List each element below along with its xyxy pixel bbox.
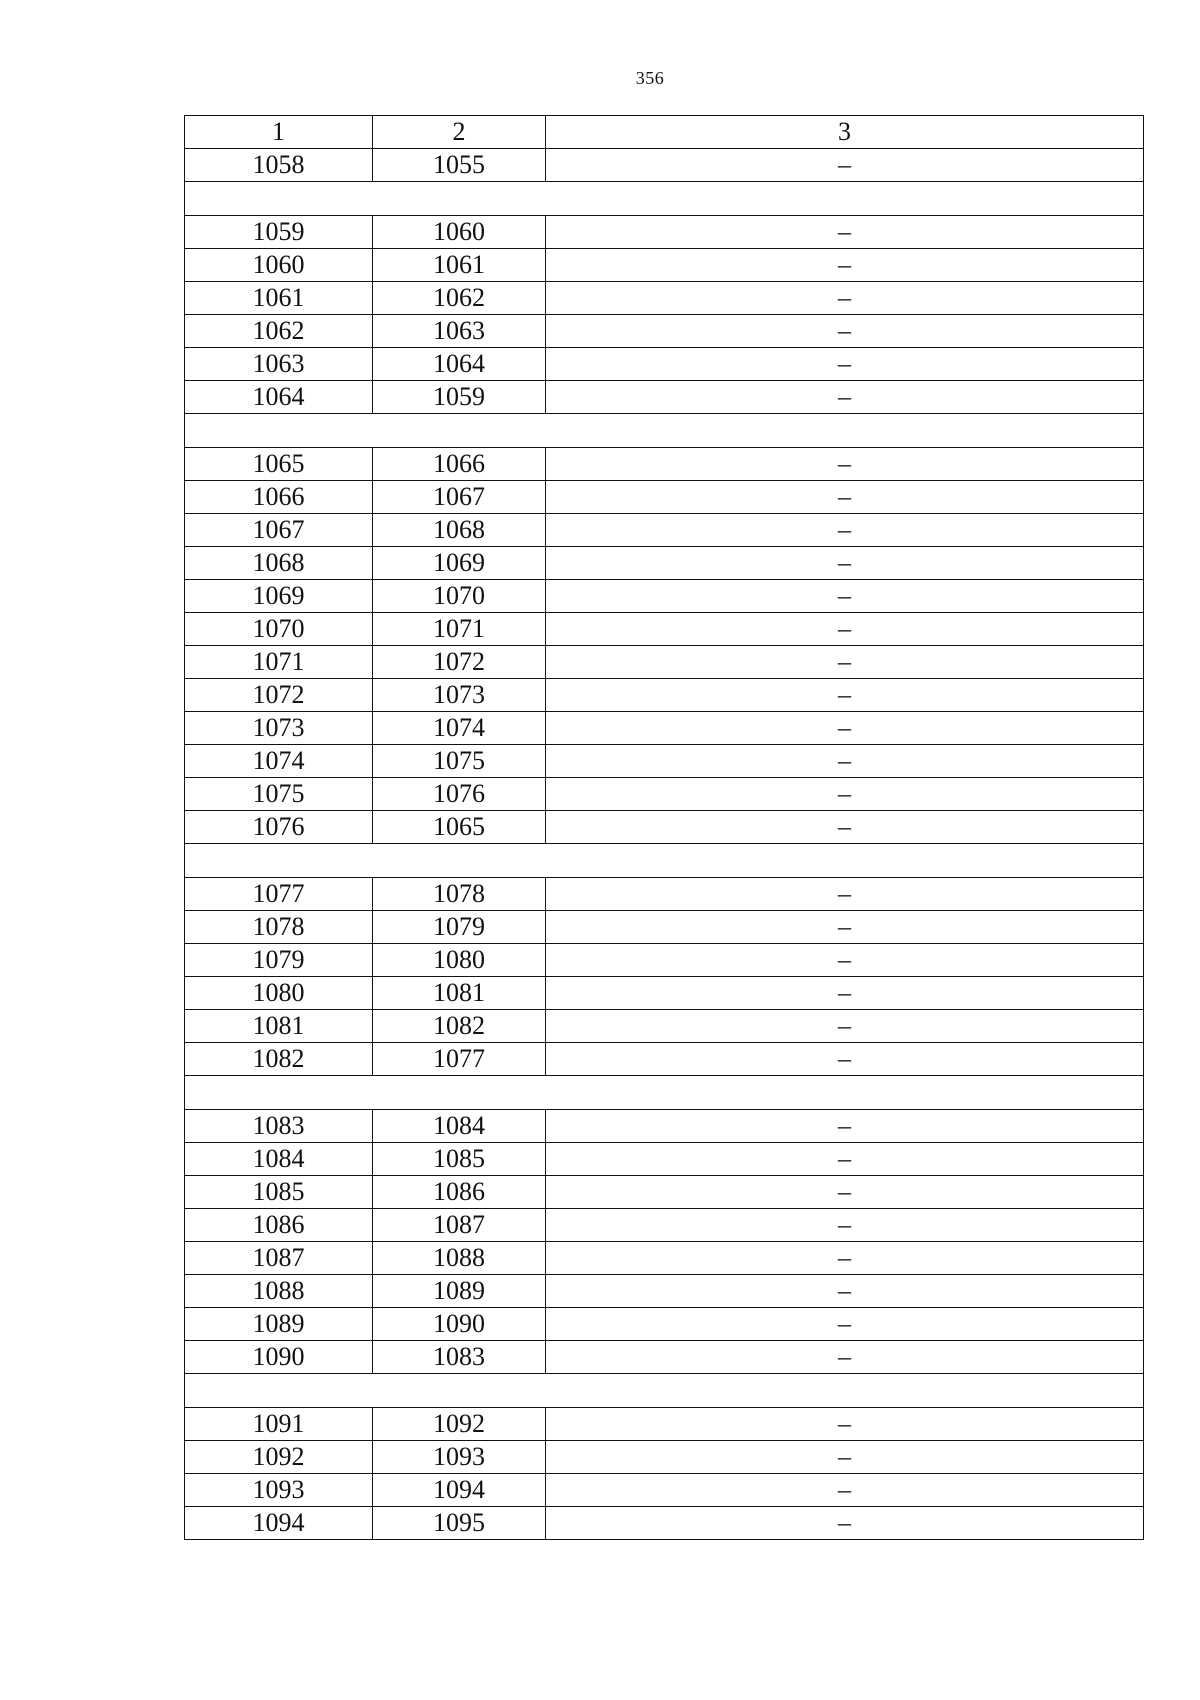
table-cell-col1: 1087 <box>185 1242 373 1275</box>
table-row <box>185 679 1144 712</box>
table-row <box>185 1275 1144 1308</box>
table-cell-col3: – <box>546 1176 1144 1209</box>
table-cell-col3: – <box>546 448 1144 481</box>
table-row <box>185 613 1144 646</box>
table-row <box>185 282 1144 315</box>
table-row <box>185 514 1144 547</box>
data-table-container <box>184 115 1143 1540</box>
table-cell-col2: 1061 <box>373 249 546 282</box>
table-cell-col2: 1080 <box>373 944 546 977</box>
header-cell-3: 3 <box>546 116 1144 149</box>
table-cell-col2: 1095 <box>373 1507 546 1540</box>
table-row <box>185 1507 1144 1540</box>
table-cell-col2: 1085 <box>373 1143 546 1176</box>
table-cell-col2: 1079 <box>373 911 546 944</box>
table-cell-col3: – <box>546 1308 1144 1341</box>
table-cell-col3: – <box>546 1341 1144 1374</box>
table-cell-col1: 1083 <box>185 1110 373 1143</box>
table-cell-col2: 1087 <box>373 1209 546 1242</box>
table-cell-col3: – <box>546 1242 1144 1275</box>
table-row <box>185 712 1144 745</box>
table-cell-col3: – <box>546 315 1144 348</box>
table-cell-col2: 1093 <box>373 1441 546 1474</box>
table-cell-col1: 1086 <box>185 1209 373 1242</box>
table-cell-col2: 1094 <box>373 1474 546 1507</box>
table-cell-col3: – <box>546 977 1144 1010</box>
table-cell-col2: 1083 <box>373 1341 546 1374</box>
group-separator-row <box>185 1374 1144 1408</box>
table-row <box>185 448 1144 481</box>
table-row <box>185 149 1144 182</box>
table-cell-col1: 1065 <box>185 448 373 481</box>
table-row <box>185 878 1144 911</box>
table-cell-col2: 1055 <box>373 149 546 182</box>
table-body <box>185 116 1144 1540</box>
header-cell-2: 2 <box>373 116 546 149</box>
table-row <box>185 1408 1144 1441</box>
table-cell-col3: – <box>546 1010 1144 1043</box>
group-separator-cell <box>185 182 1144 216</box>
table-cell-col1: 1067 <box>185 514 373 547</box>
table-cell-col1: 1079 <box>185 944 373 977</box>
group-separator-row <box>185 414 1144 448</box>
table-cell-col3: – <box>546 381 1144 414</box>
table-cell-col2: 1084 <box>373 1110 546 1143</box>
table-header-row <box>185 116 1144 149</box>
table-cell-col1: 1061 <box>185 282 373 315</box>
table-cell-col1: 1080 <box>185 977 373 1010</box>
table-cell-col1: 1059 <box>185 216 373 249</box>
table-row <box>185 580 1144 613</box>
table-cell-col1: 1089 <box>185 1308 373 1341</box>
table-cell-col2: 1068 <box>373 514 546 547</box>
header-cell-1: 1 <box>185 116 373 149</box>
group-separator-cell <box>185 414 1144 448</box>
table-row <box>185 646 1144 679</box>
table-cell-col1: 1070 <box>185 613 373 646</box>
table-cell-col1: 1068 <box>185 547 373 580</box>
table-row <box>185 1176 1144 1209</box>
table-cell-col3: – <box>546 646 1144 679</box>
table-cell-col2: 1092 <box>373 1408 546 1441</box>
table-cell-col1: 1071 <box>185 646 373 679</box>
table-cell-col3: – <box>546 547 1144 580</box>
table-cell-col1: 1072 <box>185 679 373 712</box>
table-cell-col3: – <box>546 712 1144 745</box>
table-row <box>185 216 1144 249</box>
table-cell-col2: 1066 <box>373 448 546 481</box>
table-cell-col3: – <box>546 745 1144 778</box>
table-cell-col3: – <box>546 944 1144 977</box>
group-separator-cell <box>185 1374 1144 1408</box>
table-cell-col3: – <box>546 1110 1144 1143</box>
table-cell-col1: 1091 <box>185 1408 373 1441</box>
table-cell-col3: – <box>546 249 1144 282</box>
table-cell-col3: – <box>546 613 1144 646</box>
table-row <box>185 811 1144 844</box>
table-row <box>185 1474 1144 1507</box>
table-cell-col1: 1077 <box>185 878 373 911</box>
table-row <box>185 1341 1144 1374</box>
table-row <box>185 944 1144 977</box>
table-row <box>185 547 1144 580</box>
table-row <box>185 1441 1144 1474</box>
table-row <box>185 977 1144 1010</box>
page-number: 356 <box>635 68 665 88</box>
table-cell-col1: 1093 <box>185 1474 373 1507</box>
table-row <box>185 1143 1144 1176</box>
table-cell-col3: – <box>546 1474 1144 1507</box>
table-cell-col3: – <box>546 282 1144 315</box>
table-cell-col2: 1062 <box>373 282 546 315</box>
table-row <box>185 1110 1144 1143</box>
table-cell-col3: – <box>546 580 1144 613</box>
table-cell-col2: 1065 <box>373 811 546 844</box>
table-cell-col1: 1060 <box>185 249 373 282</box>
table-cell-col2: 1060 <box>373 216 546 249</box>
table-cell-col2: 1069 <box>373 547 546 580</box>
table-cell-col1: 1073 <box>185 712 373 745</box>
table-cell-col3: – <box>546 514 1144 547</box>
table-row <box>185 249 1144 282</box>
table-cell-col2: 1078 <box>373 878 546 911</box>
group-separator-row <box>185 844 1144 878</box>
table-cell-col1: 1075 <box>185 778 373 811</box>
table-cell-col2: 1059 <box>373 381 546 414</box>
table-row <box>185 348 1144 381</box>
table-cell-col3: – <box>546 811 1144 844</box>
table-cell-col1: 1088 <box>185 1275 373 1308</box>
table-cell-col1: 1078 <box>185 911 373 944</box>
table-cell-col2: 1070 <box>373 580 546 613</box>
group-separator-cell <box>185 844 1144 878</box>
table-cell-col1: 1094 <box>185 1507 373 1540</box>
group-separator-cell <box>185 1076 1144 1110</box>
table-cell-col3: – <box>546 348 1144 381</box>
group-separator-row <box>185 182 1144 216</box>
table-cell-col1: 1085 <box>185 1176 373 1209</box>
table-cell-col1: 1076 <box>185 811 373 844</box>
table-row <box>185 1209 1144 1242</box>
table-row <box>185 1242 1144 1275</box>
table-cell-col1: 1058 <box>185 149 373 182</box>
table-cell-col2: 1074 <box>373 712 546 745</box>
table-cell-col3: – <box>546 1507 1144 1540</box>
table-cell-col2: 1090 <box>373 1308 546 1341</box>
table-cell-col2: 1082 <box>373 1010 546 1043</box>
group-separator-row <box>185 1076 1144 1110</box>
table-row <box>185 1308 1144 1341</box>
table-cell-col3: – <box>546 1408 1144 1441</box>
table-cell-col3: – <box>546 149 1144 182</box>
table-cell-col2: 1076 <box>373 778 546 811</box>
table-row <box>185 745 1144 778</box>
table-row <box>185 1010 1144 1043</box>
table-row <box>185 381 1144 414</box>
table-cell-col2: 1086 <box>373 1176 546 1209</box>
table-row <box>185 315 1144 348</box>
table-cell-col1: 1069 <box>185 580 373 613</box>
table-cell-col1: 1063 <box>185 348 373 381</box>
table-cell-col2: 1077 <box>373 1043 546 1076</box>
table-cell-col3: – <box>546 679 1144 712</box>
table-cell-col3: – <box>546 481 1144 514</box>
table-cell-col1: 1084 <box>185 1143 373 1176</box>
table-cell-col1: 1090 <box>185 1341 373 1374</box>
table-cell-col1: 1092 <box>185 1441 373 1474</box>
table-cell-col3: – <box>546 1275 1144 1308</box>
table-cell-col2: 1089 <box>373 1275 546 1308</box>
table-row <box>185 481 1144 514</box>
table-cell-col3: – <box>546 1143 1144 1176</box>
table-cell-col2: 1088 <box>373 1242 546 1275</box>
table-cell-col3: – <box>546 1209 1144 1242</box>
table-row <box>185 911 1144 944</box>
table-cell-col1: 1081 <box>185 1010 373 1043</box>
table-cell-col2: 1072 <box>373 646 546 679</box>
table-cell-col1: 1074 <box>185 745 373 778</box>
table-cell-col2: 1063 <box>373 315 546 348</box>
table-cell-col3: – <box>546 216 1144 249</box>
table-cell-col3: – <box>546 911 1144 944</box>
table-cell-col2: 1071 <box>373 613 546 646</box>
table-cell-col2: 1073 <box>373 679 546 712</box>
table-cell-col1: 1066 <box>185 481 373 514</box>
table-cell-col1: 1062 <box>185 315 373 348</box>
table-cell-col3: – <box>546 1043 1144 1076</box>
table-cell-col3: – <box>546 878 1144 911</box>
table-row <box>185 778 1144 811</box>
table-cell-col2: 1067 <box>373 481 546 514</box>
table-cell-col3: – <box>546 1441 1144 1474</box>
data-table <box>184 115 1144 1540</box>
table-row <box>185 1043 1144 1076</box>
table-cell-col2: 1064 <box>373 348 546 381</box>
table-cell-col1: 1064 <box>185 381 373 414</box>
table-cell-col1: 1082 <box>185 1043 373 1076</box>
table-cell-col2: 1075 <box>373 745 546 778</box>
table-cell-col3: – <box>546 778 1144 811</box>
table-cell-col2: 1081 <box>373 977 546 1010</box>
